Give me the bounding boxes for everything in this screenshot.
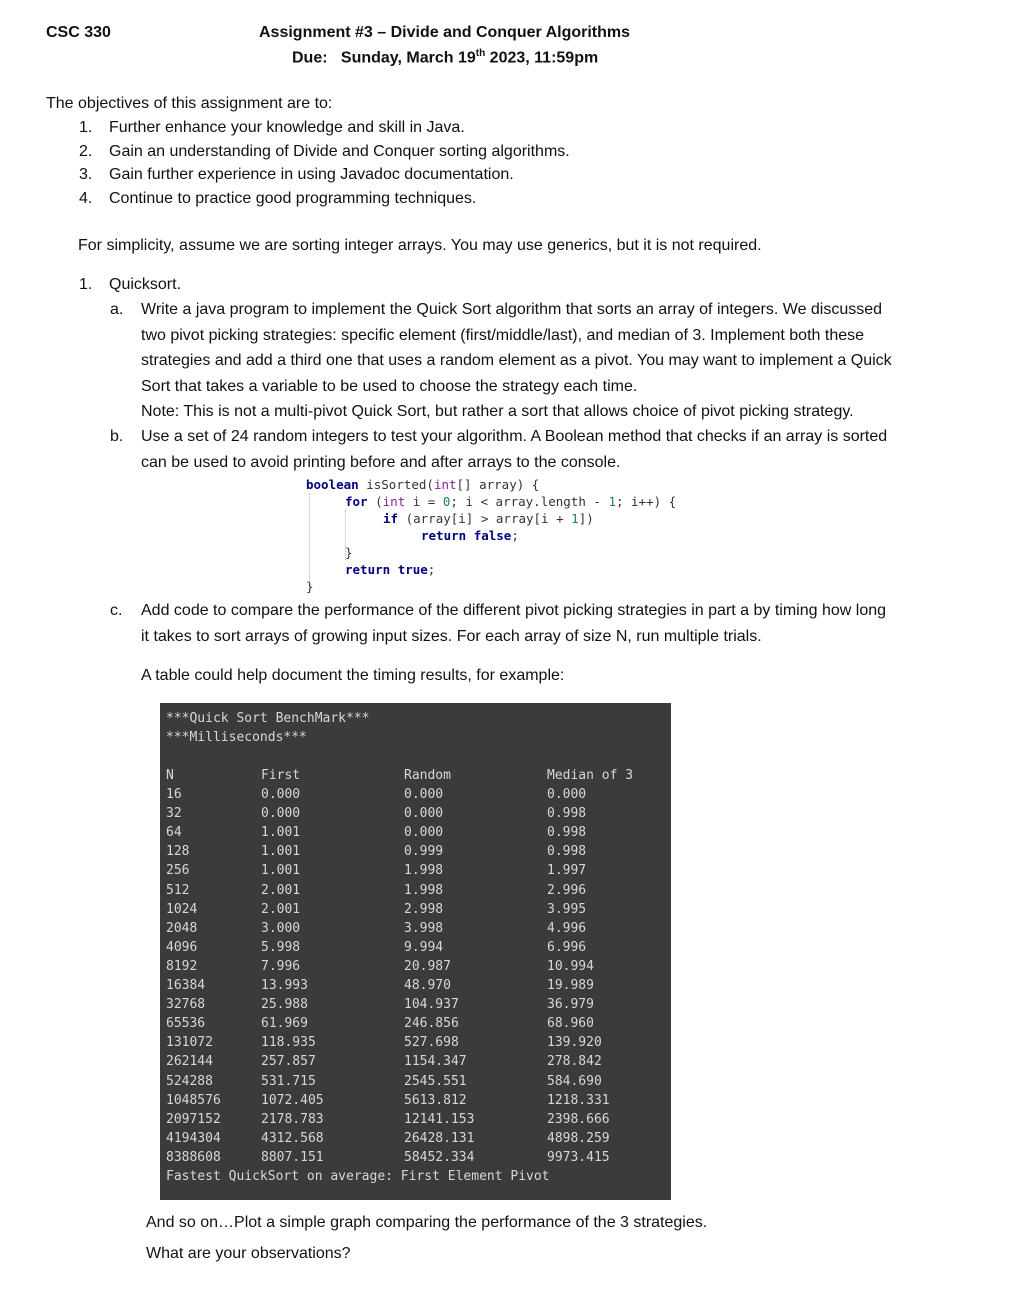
table-cell: 584.690	[547, 1073, 602, 1089]
table-row	[160, 1150, 671, 1169]
table-row	[160, 940, 671, 959]
table-cell: 48.970	[404, 978, 451, 993]
table-cell: 531.715	[261, 1073, 316, 1089]
table-cell: 246.856	[404, 1016, 459, 1032]
table-row	[160, 1054, 671, 1073]
indent-guide	[309, 493, 310, 589]
objective-item: Gain an understanding of Divide and Conquer sorting algorithms.	[109, 143, 570, 160]
table-row	[160, 1035, 671, 1054]
task-number: 1.	[79, 276, 93, 293]
table-cell: 257.857	[261, 1054, 316, 1070]
table-cell: 6.996	[547, 939, 587, 955]
code-text: (array[i] > array[i +	[398, 511, 572, 526]
table-cell: 58452.334	[404, 1149, 475, 1165]
table-intro: A table could help document the timing results, for example:	[141, 667, 565, 684]
table-row	[160, 902, 671, 921]
code-keyword: boolean	[306, 477, 359, 492]
table-cell: 2178.783	[261, 1111, 324, 1127]
code-text: ])	[578, 511, 594, 526]
table-cell: 2398.666	[547, 1111, 610, 1127]
table-cell: 8807.151	[261, 1149, 324, 1165]
table-cell: 262144	[166, 1054, 213, 1070]
subtask-b-line: Use a set of 24 random integers to test your algorithm. A Boolean method that checks if an array is sorted	[141, 428, 888, 445]
table-cell: 0.999	[404, 844, 444, 860]
code-keyword: return	[345, 562, 391, 577]
table-cell: 10.994	[547, 958, 594, 974]
terminal-header-row	[160, 768, 671, 787]
code-text: ; i++) {	[615, 494, 677, 509]
table-cell: 118.935	[261, 1035, 316, 1051]
table-cell: 1048576	[166, 1092, 221, 1108]
table-cell: 1.001	[261, 844, 301, 860]
table-row	[160, 863, 671, 882]
table-cell: 1.997	[547, 863, 587, 879]
table-cell: 65536	[166, 1016, 206, 1032]
table-cell: 524288	[166, 1073, 213, 1089]
table-cell: 2.001	[261, 882, 301, 898]
code-line	[383, 510, 594, 527]
objective-number: 1.	[79, 119, 93, 136]
table-cell: 1072.405	[261, 1092, 324, 1108]
table-cell: 0.000	[404, 787, 444, 802]
table-row	[160, 844, 671, 863]
table-cell: 4898.259	[547, 1130, 610, 1146]
code-type: int	[382, 494, 406, 509]
subtask-a-label: a.	[110, 301, 124, 318]
table-row	[160, 1093, 671, 1112]
table-cell: 0.000	[547, 787, 587, 802]
table-cell: 0.998	[547, 844, 587, 860]
table-row	[160, 787, 671, 806]
code-line	[421, 527, 519, 544]
terminal-title: ***Quick Sort BenchMark***	[166, 711, 370, 726]
course-code: CSC 330	[46, 24, 111, 41]
code-text: isSorted(	[358, 477, 434, 492]
table-cell: 32768	[166, 997, 206, 1013]
table-cell: 1218.331	[547, 1092, 610, 1108]
assignment-title: Assignment #3 – Divide and Conquer Algorithms	[259, 24, 631, 41]
table-cell: 2.001	[261, 901, 301, 917]
table-row	[160, 959, 671, 978]
code-text: ; i < array.length -	[450, 494, 609, 509]
subtask-b-line: can be used to avoid printing before and after arrays to the console.	[141, 453, 621, 471]
table-cell: 20.987	[404, 958, 451, 974]
table-cell: 1.001	[261, 863, 301, 879]
objective-number: 2.	[79, 143, 93, 160]
table-cell: 104.937	[404, 997, 459, 1013]
table-cell: 2097152	[166, 1111, 221, 1127]
code-line	[345, 561, 435, 578]
table-cell: 4194304	[166, 1130, 221, 1146]
simplicity-note: For simplicity, assume we are sorting integer arrays. You may use generics, but it is not required.	[78, 237, 762, 254]
due-date-sup: th	[475, 48, 486, 59]
table-cell: 2.996	[547, 882, 587, 898]
table-cell: 7.996	[261, 958, 301, 974]
subtask-c-text	[141, 598, 886, 649]
table-cell: 32	[166, 806, 182, 822]
terminal-footer: Fastest QuickSort on average: First Element Pivot	[166, 1169, 550, 1184]
due-date	[292, 48, 598, 67]
code-keyword: return	[421, 528, 467, 543]
subtask-a-line: strategies and add a third one that uses a random element as a pivot. You may want to implement a Quick	[141, 352, 892, 369]
plot-instruction: And so on…Plot a simple graph comparing the performance of the 3 strategies.	[146, 1214, 708, 1231]
code-keyword: if	[383, 511, 399, 526]
table-cell: 2545.551	[404, 1073, 467, 1089]
code-line: }	[345, 545, 353, 560]
table-cell: 5.998	[261, 939, 301, 955]
benchmark-terminal	[160, 703, 671, 1200]
table-cell: 8388608	[166, 1149, 221, 1165]
table-cell: 128	[166, 844, 190, 860]
code-text: (	[367, 494, 383, 509]
objectives-intro: The objectives of this assignment are to:	[46, 95, 333, 112]
table-cell: 4096	[166, 939, 198, 955]
table-cell: 9.994	[404, 939, 444, 955]
objective-item: Further enhance your knowledge and skill in Java.	[109, 119, 465, 136]
table-cell: 36.979	[547, 997, 594, 1013]
table-row	[160, 1112, 671, 1131]
table-cell: 0.000	[261, 806, 301, 822]
code-text: ;	[427, 562, 436, 577]
subtask-b-text	[141, 424, 887, 475]
column-header: First	[261, 768, 301, 783]
objective-number: 3.	[79, 166, 93, 183]
code-keyword: true	[397, 562, 428, 577]
task-title: Quicksort.	[109, 276, 182, 293]
column-header: N	[166, 768, 174, 783]
table-cell: 278.842	[547, 1054, 602, 1070]
table-cell: 2.998	[404, 901, 444, 917]
table-cell: 8192	[166, 958, 198, 974]
subtask-c-line: it takes to sort arrays of growing input sizes. For each array of size N, run multiple trials.	[141, 627, 762, 645]
table-cell: 3.998	[404, 920, 444, 936]
table-cell: 0.000	[404, 825, 444, 841]
table-cell: 9973.415	[547, 1149, 610, 1165]
table-row	[160, 806, 671, 825]
code-text	[466, 528, 474, 543]
table-cell: 512	[166, 882, 190, 898]
table-cell: 0.998	[547, 825, 587, 841]
code-line	[345, 493, 676, 510]
due-date-prefix: Sunday, March 19	[340, 49, 476, 67]
table-cell: 139.920	[547, 1035, 602, 1051]
table-cell: 3.995	[547, 901, 587, 917]
table-cell: 0.000	[404, 806, 444, 822]
table-cell: 61.969	[261, 1016, 308, 1032]
observations-question: What are your observations?	[146, 1245, 351, 1262]
table-cell: 0.998	[547, 806, 587, 822]
terminal-subtitle: ***Milliseconds***	[166, 730, 307, 745]
column-header: Median of 3	[547, 768, 634, 783]
code-keyword: for	[345, 494, 368, 509]
table-cell: 0.000	[261, 787, 301, 802]
table-cell: 16	[166, 787, 182, 802]
table-cell: 5613.812	[404, 1092, 467, 1108]
table-row	[160, 1131, 671, 1150]
subtask-b-label: b.	[110, 428, 124, 445]
table-cell: 1.998	[404, 882, 444, 898]
table-cell: 4.996	[547, 920, 587, 936]
table-cell: 4312.568	[261, 1130, 324, 1146]
subtask-a-line: Write a java program to implement the Quick Sort algorithm that sorts an array of integers. We discussed	[141, 301, 883, 318]
table-cell: 256	[166, 863, 190, 879]
table-row	[160, 1016, 671, 1035]
table-cell: 1154.347	[404, 1054, 467, 1070]
due-date-suffix: 2023, 11:59pm	[485, 49, 599, 67]
table-cell: 25.988	[261, 997, 308, 1013]
table-cell: 68.960	[547, 1016, 594, 1032]
column-header: Random	[404, 768, 451, 783]
table-cell: 1.001	[261, 825, 301, 841]
code-line	[306, 476, 539, 493]
table-cell: 19.989	[547, 978, 594, 993]
code-keyword: false	[473, 528, 512, 543]
due-label: Due:	[292, 49, 328, 67]
code-line: }	[306, 579, 314, 594]
code-text: [] array) {	[456, 477, 540, 492]
subtask-a-line: Sort that takes a variable to be used to choose the strategy each time.	[141, 377, 638, 395]
table-cell: 527.698	[404, 1035, 459, 1051]
table-cell: 16384	[166, 978, 206, 993]
objective-number: 4.	[79, 190, 93, 207]
objective-item: Continue to practice good programming techniques.	[109, 190, 477, 207]
code-literal: 1	[571, 511, 579, 526]
code-text: i =	[405, 494, 443, 509]
objective-item: Gain further experience in using Javadoc documentation.	[109, 166, 514, 183]
table-cell: 1024	[166, 901, 198, 917]
subtask-a-line: two pivot picking strategies: specific element (first/middle/last), and median of 3. Implement both these	[141, 326, 865, 344]
table-cell: 3.000	[261, 920, 301, 936]
table-row	[160, 825, 671, 844]
code-type: int	[433, 477, 457, 492]
table-cell: 64	[166, 825, 182, 841]
subtask-a-text	[141, 297, 892, 425]
code-literal: 1	[608, 494, 616, 509]
subtask-c-line: Add code to compare the performance of the different pivot picking strategies in part a by timing how long	[141, 602, 887, 619]
table-row	[160, 978, 671, 997]
table-row	[160, 883, 671, 902]
table-cell: 13.993	[261, 978, 308, 993]
code-text	[390, 562, 398, 577]
subtask-c-label: c.	[110, 602, 123, 619]
subtask-a-note: Note: This is not a multi-pivot Quick Sort, but rather a sort that allows choice of pivot picking strategy.	[141, 403, 854, 420]
table-row	[160, 921, 671, 940]
code-literal: 0	[442, 494, 451, 509]
table-cell: 26428.131	[404, 1130, 475, 1146]
table-row	[160, 997, 671, 1016]
code-text: ;	[511, 528, 519, 543]
table-cell: 2048	[166, 920, 198, 936]
table-cell: 12141.153	[404, 1111, 475, 1127]
table-cell: 131072	[166, 1035, 213, 1051]
table-cell: 1.998	[404, 863, 444, 879]
table-row	[160, 1074, 671, 1093]
